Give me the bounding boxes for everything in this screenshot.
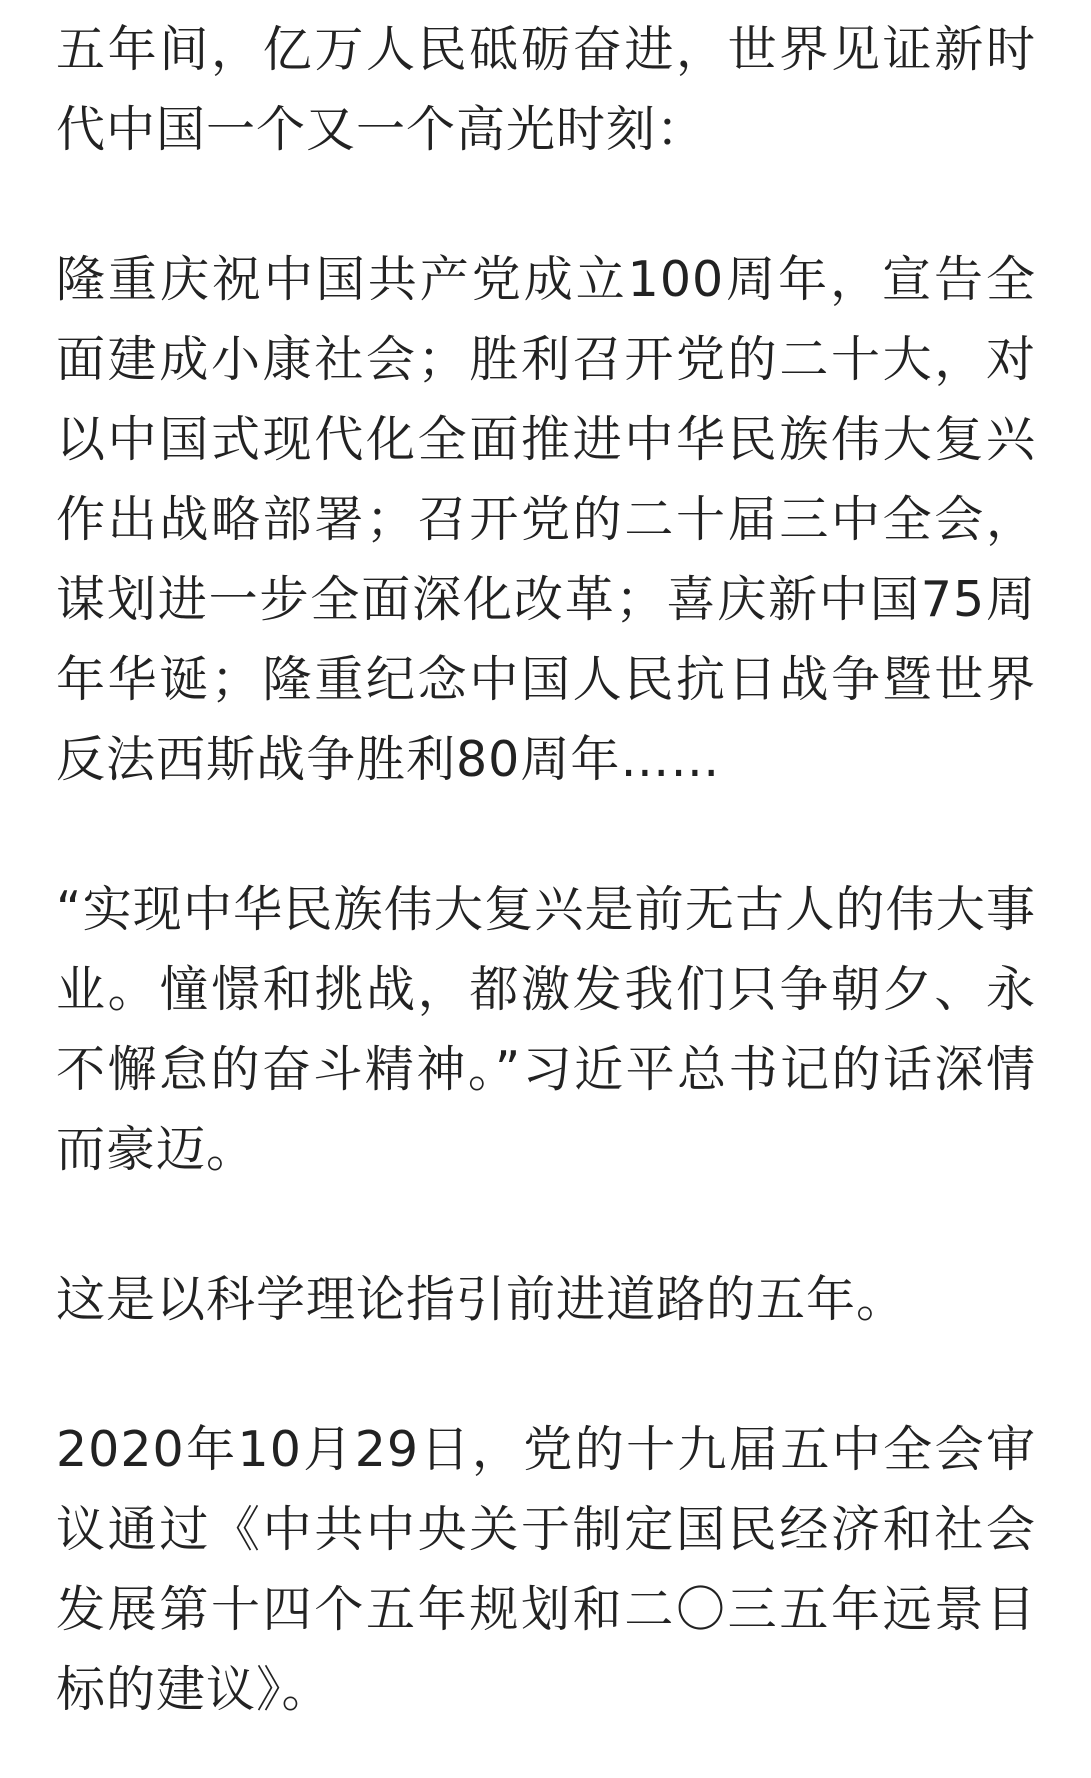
paragraph-quote: “实现中华民族伟大复兴是前无古人的伟大事业。憧憬和挑战，都激发我们只争朝夕、永不懈怠的奋斗精神。”习近平总书记的话深情而豪迈。 xyxy=(56,881,1036,1178)
paragraph-spacer xyxy=(56,1190,1036,1260)
paragraph-spacer xyxy=(56,1340,1036,1410)
article-body xyxy=(56,10,1036,1730)
paragraph-intro: 五年间，亿万人民砥砺奋进，世界见证新时代中国一个又一个高光时刻： xyxy=(56,21,1036,158)
paragraph-plenum: 2020年10月29日，党的十九届五中全会审议通过《中共中央关于制定国民经济和社会发展第十四个五年规划和二〇三五年远景目标的建议》。 xyxy=(56,1421,1036,1718)
paragraph-spacer xyxy=(56,800,1036,870)
paragraph-theory: 这是以科学理论指引前进道路的五年。 xyxy=(56,1271,907,1328)
paragraph-spacer xyxy=(56,170,1036,240)
paragraph-milestones: 隆重庆祝中国共产党成立100周年，宣告全面建成小康社会；胜利召开党的二十大，对以中国式现代化全面推进中华民族伟大复兴作出战略部署；召开党的二十届三中全会，谋划进一步全面深化改革；喜庆新中国75周年华诞；隆重纪念中国人民抗日战争暨世界反法西斯战争胜利80周年…… xyxy=(56,251,1036,788)
